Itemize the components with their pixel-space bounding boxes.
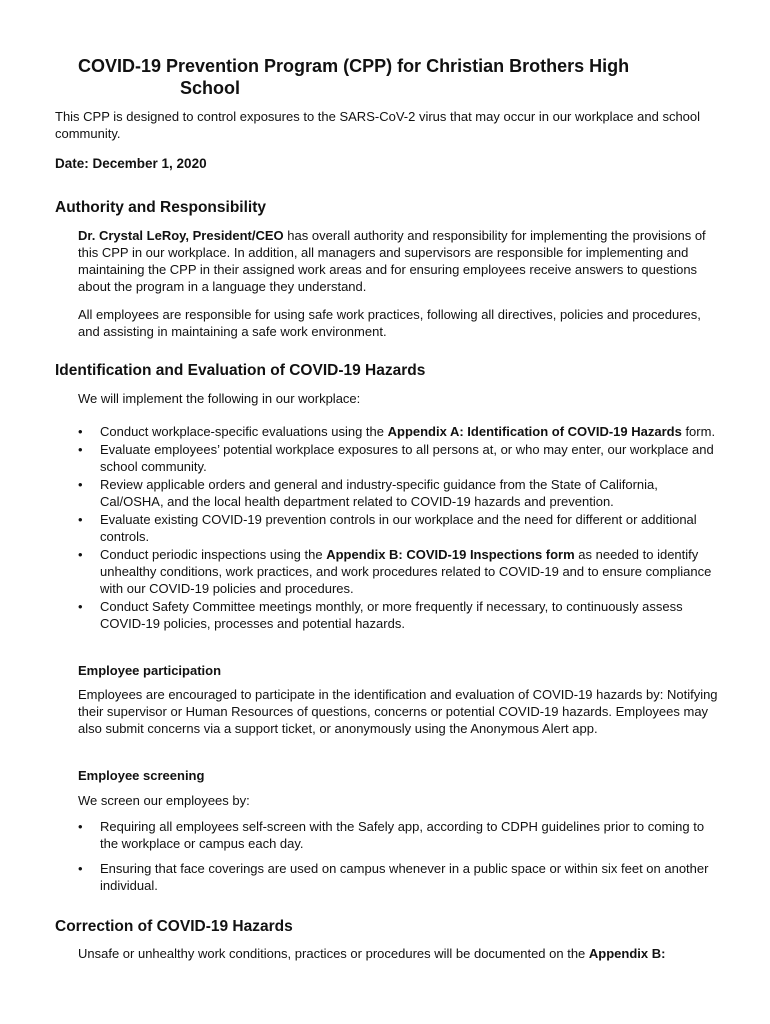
- identification-heading: Identification and Evaluation of COVID-19 Hazards: [55, 362, 426, 379]
- authority-text: has overall authority and responsibility for implementing the provisions of this CPP in our workplace. In addition, all managers and supervisors are responsible for implementing and maintaining the CPP in their assigned work areas and for ensuring employees receive answers to questions about the program in a language they understand.: [78, 228, 706, 294]
- list-item: • Requiring all employees self-screen with the Safely app, according to CDPH guidelines prior to coming to the workplace or campus each day.: [78, 818, 718, 852]
- identification-lead: We will implement the following in our workplace:: [78, 391, 361, 406]
- participation-heading: Employee participation: [78, 663, 222, 678]
- identification-list: [78, 423, 718, 633]
- screening-list: [78, 818, 718, 902]
- list-item: • Evaluate employees’ potential workplace exposures to all persons at, or who may enter, our workplace and school community.: [78, 441, 718, 475]
- appendix-b-reference: Appendix B: COVID-19 Inspections form: [326, 547, 575, 562]
- authority-heading: Authority and Responsibility: [55, 199, 266, 216]
- title-line-1: COVID-19 Prevention Program (CPP) for Christian Brothers High: [78, 56, 630, 76]
- document-date: Date: December 1, 2020: [55, 156, 207, 171]
- list-item: • Evaluate existing COVID-19 prevention controls in our workplace and the need for different or additional controls.: [78, 511, 718, 545]
- document-title: [78, 55, 698, 99]
- authority-paragraph-1: [78, 227, 723, 295]
- intro-paragraph: This CPP is designed to control exposures to the SARS-CoV-2 virus that may occur in our workplace and school community.: [55, 109, 701, 141]
- appendix-b-reference-2: Appendix B:: [588, 946, 666, 961]
- authority-paragraph-2: All employees are responsible for using safe work practices, following all directives, policies and procedures, and assisting in maintaining a safe work environment.: [78, 307, 701, 339]
- correction-heading: Correction of COVID-19 Hazards: [55, 918, 293, 935]
- list-item: • Review applicable orders and general and industry-specific guidance from the State of California, Cal/OSHA, and the local health department related to COVID-19 hazards and prevention.: [78, 476, 718, 510]
- authority-person: Dr. Crystal LeRoy, President/CEO: [78, 228, 284, 243]
- screening-lead: We screen our employees by:: [78, 793, 250, 808]
- list-item: • Ensuring that face coverings are used on campus whenever in a public space or within six feet on another individual.: [78, 860, 718, 894]
- list-item: • Conduct Safety Committee meetings monthly, or more frequently if necessary, to continuously assess COVID-19 policies, processes and potential hazards.: [78, 598, 718, 632]
- screening-heading: Employee screening: [78, 768, 205, 783]
- correction-paragraph: Unsafe or unhealthy work conditions, practices or procedures will be documented on the Appendix B:: [78, 946, 666, 961]
- participation-paragraph: Employees are encouraged to participate in the identification and evaluation of COVID-19 hazards by: Notifying their supervisor or Human Resources of questions, concerns or potential COVID-19 hazards. Employees may also submit concerns via a support ticket, or anonymously using the Anonymous Alert app.: [78, 687, 718, 736]
- title-line-2: School: [180, 78, 241, 98]
- list-item: • Conduct workplace-specific evaluations using the Appendix A: Identification of COVID-19 Hazards form.: [78, 423, 718, 440]
- list-item: • Conduct periodic inspections using the Appendix B: COVID-19 Inspections form as needed to identify unhealthy conditions, work practices, and work procedures related to COVID-19 and to ensure compliance with our COVID-19 policies and procedures.: [78, 546, 718, 597]
- appendix-a-reference: Appendix A: Identification of COVID-19 Hazards: [387, 424, 682, 439]
